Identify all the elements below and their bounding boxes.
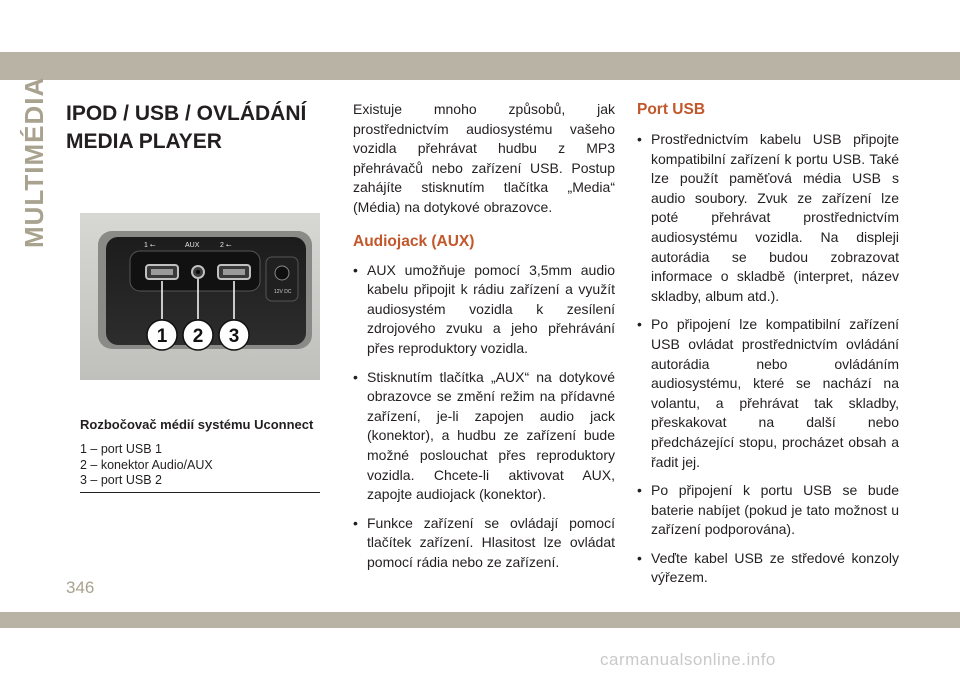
bullet-marker: • [353, 261, 358, 278]
callout-2-number: 2 [192, 326, 204, 347]
aux-bullet-list [353, 261, 615, 573]
callout-1-number: 1 [156, 326, 168, 347]
usb2-panel-label: 2 ⭠ [220, 242, 232, 249]
list-item [637, 130, 899, 306]
page-number: 346 [66, 578, 95, 597]
legend-item-2: 2 – konektor Audio/AUX [80, 457, 213, 472]
list-item [353, 368, 615, 505]
middle-column [353, 100, 615, 581]
caption-divider [80, 492, 320, 493]
figure-caption-title: Rozbočovač médií systému Uconnect [80, 417, 314, 432]
usb-port-1-tongue [151, 269, 173, 275]
list-item [637, 549, 899, 588]
power-outlet-label: 12V DC [274, 289, 292, 295]
figure-legend [80, 442, 213, 489]
bullet-marker: • [353, 368, 358, 385]
bullet-marker: • [637, 131, 642, 147]
usb-port-2-tongue [223, 269, 245, 275]
media-hub-illustration [80, 213, 320, 380]
header-band [0, 52, 960, 80]
aux-panel-label: AUX [185, 242, 200, 249]
list-item-text: Funkce zařízení se ovládají pomocí tlačítek zařízení. Hlasitost lze ovládat pomocí rádia nebo ze zařízení. [367, 514, 615, 570]
usb-bullet-list [637, 130, 899, 588]
bullet-marker: • [637, 316, 642, 333]
legend-item-1: 1 – port USB 1 [80, 442, 162, 456]
list-item [637, 481, 899, 540]
bullet-marker: • [353, 514, 358, 531]
list-item [353, 261, 615, 359]
list-item-text: AUX umožňuje pomocí 3,5mm audio kabelu připojit k rádiu zařízení a využít audiosystém vozidla k zesílení zdrojového zvuku a jeho přehrávání přes reproduktory vozidla. [367, 261, 615, 356]
list-item [353, 514, 615, 573]
list-item-text: Stisknutím tlačítka „AUX“ na dotykové obrazovce se změní režim na přídavné zařízení, je-li zapojen audio jack (konektor), a hudbu ze zařízení bude možné poslouchat přes reproduktory vozidla. Chcete-li aktivovat AUX, zapojte audiojack (konektor). [367, 368, 615, 503]
aux-heading: Audiojack (AUX) [353, 232, 475, 250]
section-tab: MULTIMÉDIA [19, 76, 49, 248]
power-outlet [275, 266, 289, 280]
usb-heading: Port USB [637, 101, 706, 118]
bullet-marker: • [637, 482, 642, 499]
right-column [637, 100, 899, 597]
list-item-text: Veďte kabel USB ze středové konzoly výřezem. [651, 549, 899, 586]
legend-item-3: 3 – port USB 2 [80, 473, 162, 487]
usb1-panel-label: 1 ⭠ [144, 242, 156, 249]
page-title: IPOD / USB / OVLÁDÁNÍ MEDIA PLAYER [66, 102, 307, 153]
aux-jack-hole [196, 270, 200, 274]
list-item-text: Prostřednictvím kabelu USB připojte kompatibilní zařízení k portu USB. Také lze použít paměťová média USB s audio soubory. Zvuk ze zařízení lze poté přehrávat prostřednictvím audiosystému vozidla. Na displeji autorádia se budou zobrazovat informace o skladbě (interpret, název skladby, album atd.). [651, 131, 899, 304]
list-item-text: Po připojení k portu USB se bude baterie nabíjet (pokud je tato možnost u zařízení podporována). [651, 482, 899, 538]
intro-paragraph: Existuje mnoho způsobů, jak prostřednictvím audiosystému vašeho vozidla přehrávat hudbu z MP3 přehrávačů nebo zařízení USB. Postup zahájíte stisknutím tlačítka „Media“ (Média) na dotykové obrazovce. [353, 101, 615, 215]
list-item [637, 315, 899, 472]
bullet-marker: • [637, 549, 642, 566]
watermark-text: carmanualsonline.info [600, 650, 776, 669]
callout-3-number: 3 [228, 326, 240, 347]
media-hub-photo [80, 213, 320, 380]
footer-band [0, 612, 960, 628]
list-item-text: Po připojení lze kompatibilní zařízení USB ovládat prostřednictvím ovládání autorádia nebo ovládáním audiosystému, které se nachází na volantu, a přehrávat tak skladby, přeskakovat na další nebo předcházející stopu, procházet obsah a řadit jej. [651, 316, 899, 470]
